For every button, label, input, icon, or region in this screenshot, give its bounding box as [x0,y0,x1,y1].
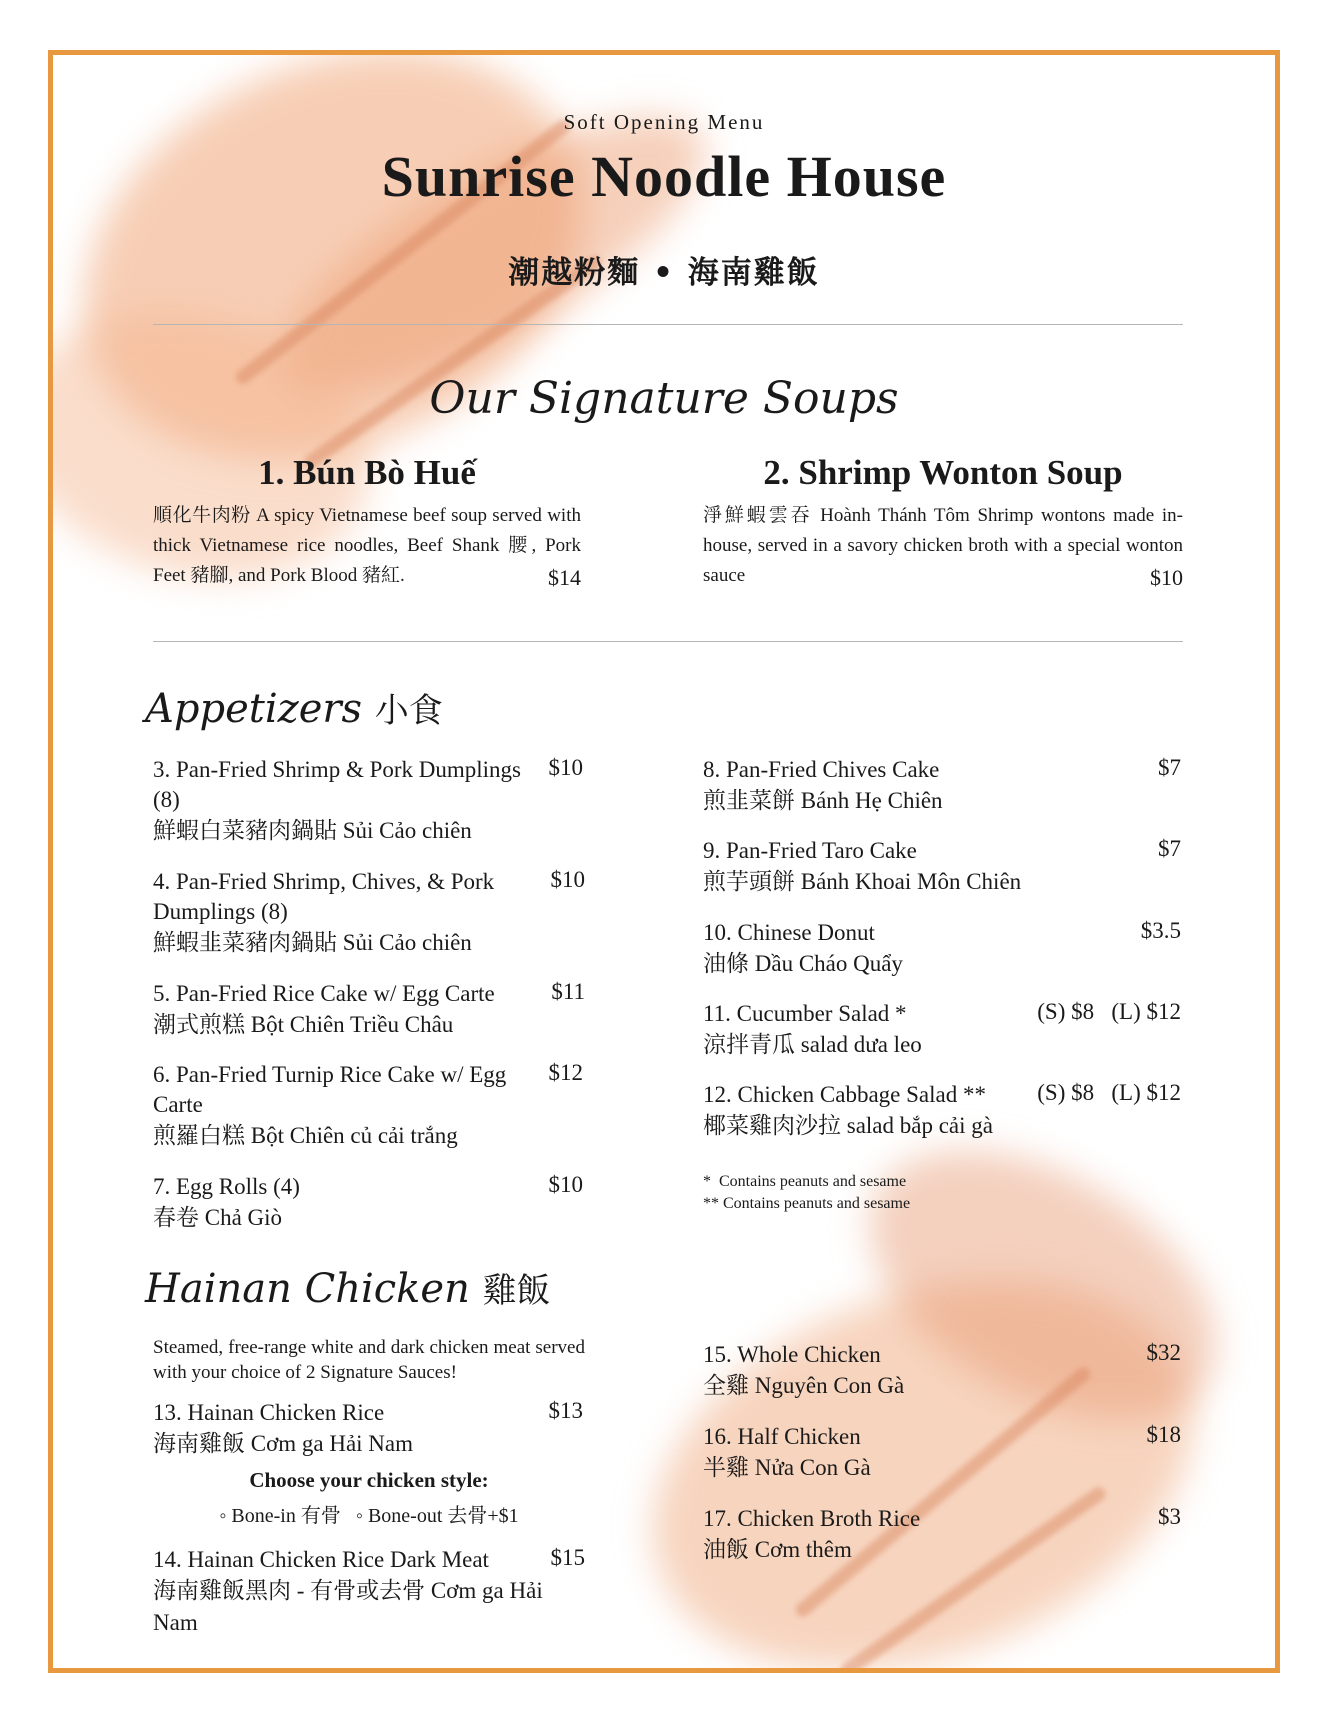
item-name: 4. Pan-Fried Shrimp, Chives, & Pork Dumplings (8) [153,869,495,924]
item-price: (S) $8 (L) $12 [1037,999,1181,1024]
item-price: $13 [548,1398,583,1423]
item-cn: 潮式煎糕 Bột Chiên Triều Châu [153,1012,454,1037]
item-cn: 鮮蝦韭菜豬肉鍋貼 Sủi Cảo chiên [153,930,472,955]
divider [153,641,1183,642]
item-name: 5. Pan-Fried Rice Cake w/ Egg Carte [153,981,495,1006]
chicken-style-options: ◦ Bone-in 有骨 ◦ Bone-out 去骨+$1 [219,1505,519,1527]
item-name: 9. Pan-Fried Taro Cake [703,838,917,863]
soft-opening-label: Soft Opening Menu [563,110,765,134]
item-cn: 煎韭菜餅 Bánh Hẹ Chiên [703,788,943,813]
item-name: 3. Pan-Fried Shrimp & Pork Dumplings (8) [153,757,522,812]
item-cn: 鮮蝦白菜豬肉鍋貼 Sủi Cảo chiên [153,818,472,843]
item-name: 17. Chicken Broth Rice [703,1506,921,1531]
item-price: $7 [1158,755,1181,780]
soup-item [153,453,581,591]
soup-item [703,453,1183,591]
allergy-note: * Contains peanuts and sesame [703,1173,907,1190]
item-price: $10 [548,1172,583,1197]
divider [153,324,1183,325]
soup-title: 2. Shrimp Wonton Soup [763,453,1123,492]
hainan-heading-cn: 雞飯 [482,1271,551,1311]
restaurant-title: Sunrise Noodle House [381,144,947,209]
appetizers-heading [145,683,443,732]
menu-item [703,1504,1181,1566]
item-cn: 煎芋頭餅 Bánh Khoai Môn Chiên [703,869,1022,894]
signature-heading: Our Signature Soups [429,373,899,424]
item-name: 13. Hainan Chicken Rice [153,1400,385,1425]
item-cn: 椰菜雞肉沙拉 salad bắp cải gà [703,1113,993,1138]
soup-body [703,501,1183,591]
appetizers-heading-text: Appetizers [145,686,363,732]
appetizers-heading-cn: 小食 [374,691,443,731]
allergy-note: ** Contains peanuts and sesame [703,1195,911,1212]
menu-item [703,999,1181,1061]
item-price: $15 [550,1545,585,1570]
item-cn: 海南雞飯 Cơm ga Hải Nam [153,1431,414,1456]
item-name: 11. Cucumber Salad * [703,1001,907,1026]
item-price: $10 [550,867,585,892]
item-cn: 半雞 Nửa Con Gà [703,1455,871,1480]
soup-desc: 順化牛肉粉 A spicy Vietnamese beef soup served with thick Vietnamese rice noodles, Beef Shank 腰, Pork Feet 豬腳, and Pork Blood 豬紅. [153,505,581,586]
menu-item [703,1422,1181,1484]
soup-desc: 淨鮮蝦雲吞 Hoành Thánh Tôm Shrimp wontons made in-house, served in a savory chicken broth with a special wonton sauce [703,505,1183,586]
soup-price: $14 [548,565,581,590]
item-price: $18 [1146,1422,1181,1447]
item-price: $7 [1158,836,1181,861]
item-name: 8. Pan-Fried Chives Cake [703,757,940,782]
menu-item [703,1080,1181,1142]
menu-item [153,1398,583,1460]
menu-item [153,1545,585,1639]
item-price: (S) $8 (L) $12 [1037,1080,1181,1105]
menu-item [703,755,1181,817]
item-cn: 油條 Dầu Cháo Quẩy [703,951,903,976]
hainan-description: Steamed, free-range white and dark chicken meat served with your choice of 2 Signature Sauces! [153,1337,585,1383]
item-cn: 海南雞飯黑肉 - 有骨或去骨 Cơm ga Hải Nam [153,1578,543,1635]
restaurant-subtitle: 潮越粉麵 • 海南雞飯 [508,255,820,291]
hainan-heading [145,1263,551,1312]
menu-item [703,918,1181,980]
menu-item [153,867,585,959]
item-name: 7. Egg Rolls (4) [153,1174,300,1199]
item-name: 15. Whole Chicken [703,1342,881,1367]
menu-item [153,1060,583,1152]
item-price: $32 [1146,1340,1181,1365]
menu-item [703,1340,1181,1402]
choose-style-label: Choose your chicken style: [249,1468,489,1492]
menu-frame [48,50,1280,1673]
soup-price: $10 [1150,565,1183,590]
item-cn: 涼拌青瓜 salad dưa leo [703,1032,922,1057]
item-name: 10. Chinese Donut [703,920,875,945]
menu-item [153,755,583,847]
item-cn: 煎羅白糕 Bột Chiên củ cải trắng [153,1123,458,1148]
item-price: $11 [551,979,585,1004]
item-price: $3.5 [1140,918,1181,943]
item-price: $3 [1158,1504,1181,1529]
item-name: 12. Chicken Cabbage Salad ** [703,1082,986,1107]
item-cn: 油飯 Cơm thêm [703,1537,852,1562]
item-price: $10 [548,755,583,780]
item-cn: 春卷 Chả Giò [153,1205,283,1230]
soup-title: 1. Bún Bò Huế [258,453,476,492]
item-name: 16. Half Chicken [703,1424,861,1449]
menu-item [703,836,1181,898]
menu-item [153,979,585,1041]
item-cn: 全雞 Nguyên Con Gà [703,1373,905,1398]
item-name: 6. Pan-Fried Turnip Rice Cake w/ Egg Carte [153,1062,507,1117]
menu-item [153,1172,583,1234]
item-name: 14. Hainan Chicken Rice Dark Meat [153,1547,489,1572]
hainan-heading-text: Hainan Chicken [145,1266,470,1312]
item-price: $12 [548,1060,583,1085]
soup-body [153,501,581,591]
